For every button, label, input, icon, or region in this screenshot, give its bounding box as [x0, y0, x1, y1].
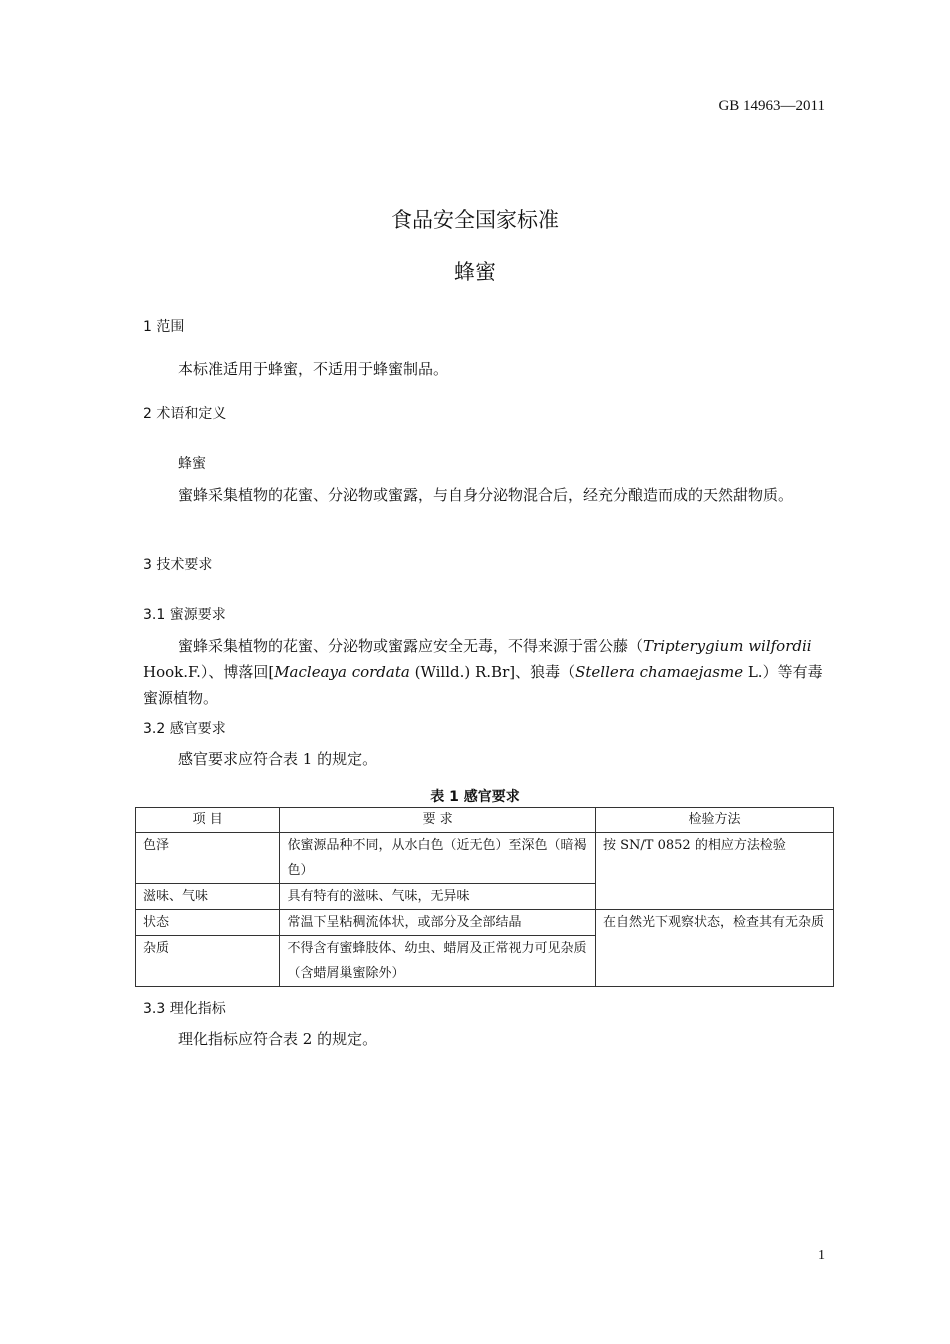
page-number: 1 — [818, 1248, 825, 1263]
cell-requirement: 常温下呈粘稠流体状，或部分及全部结晶 — [280, 910, 596, 936]
header-method: 检验方法 — [596, 808, 834, 833]
document-title: 食品安全国家标准 — [391, 208, 559, 232]
latin-name: Tripterygium wilfordii — [643, 637, 812, 655]
cell-requirement: 不得含有蜜蜂肢体、幼虫、蜡屑及正常视力可见杂质（含蜡屑巢蜜除外） — [280, 936, 596, 987]
cell-item: 杂质 — [136, 936, 280, 987]
text-segment: (Willd.) R.Br]、狼毒（ — [409, 663, 576, 681]
section-2-heading: 2 术语和定义 — [143, 406, 227, 422]
section-3-1-heading: 3.1 蜜源要求 — [143, 607, 226, 623]
table-header-row — [136, 808, 834, 833]
term-definition: 蜜蜂采集植物的花蜜、分泌物或蜜露，与自身分泌物混合后，经充分酿造而成的天然甜物质。 — [178, 486, 794, 504]
cell-method: 在自然光下观察状态，检查其有无杂质 — [596, 910, 834, 987]
header-requirement: 要 求 — [280, 808, 596, 833]
section-3-3-heading: 3.3 理化指标 — [143, 1001, 226, 1017]
text-segment: 蜜蜂采集植物的花蜜、分泌物或蜜露应安全无毒，不得来源于雷公藤（ — [178, 637, 644, 655]
cell-item: 滋味、气味 — [136, 884, 280, 910]
cell-item: 色泽 — [136, 833, 280, 884]
table-row — [136, 833, 834, 884]
section-3-2-heading: 3.2 感官要求 — [143, 721, 226, 737]
section-1-heading: 1 范围 — [143, 319, 185, 335]
table-1-title: 表 1 感官要求 — [430, 789, 520, 805]
section-3-2-text: 感官要求应符合表 1 的规定。 — [178, 750, 378, 768]
document-subtitle: 蜂蜜 — [454, 260, 496, 284]
table-row — [136, 910, 834, 936]
section-3-heading: 3 技术要求 — [143, 557, 213, 573]
cell-requirement: 依蜜源品种不同，从水白色（近无色）至深色（暗褐色） — [280, 833, 596, 884]
section-3-1-text — [143, 633, 823, 711]
cell-item: 状态 — [136, 910, 280, 936]
sensory-requirements-table — [135, 807, 834, 987]
section-3-3-text: 理化指标应符合表 2 的规定。 — [178, 1030, 378, 1048]
standard-code: GB 14963—2011 — [718, 98, 825, 114]
cell-method: 按 SN/T 0852 的相应方法检验 — [596, 833, 834, 910]
header-item: 项 目 — [136, 808, 280, 833]
text-segment: Hook.F.）、博落回[ — [143, 663, 275, 681]
section-1-text: 本标准适用于蜂蜜，不适用于蜂蜜制品。 — [178, 360, 449, 378]
text-segment: L.）等有毒蜜源植物。 — [143, 663, 823, 707]
term-honey: 蜂蜜 — [178, 456, 206, 472]
latin-name: Macleaya cordata — [274, 663, 410, 681]
cell-requirement: 具有特有的滋味、气味，无异味 — [280, 884, 596, 910]
latin-name: Stellera chamaejasme — [575, 663, 744, 681]
